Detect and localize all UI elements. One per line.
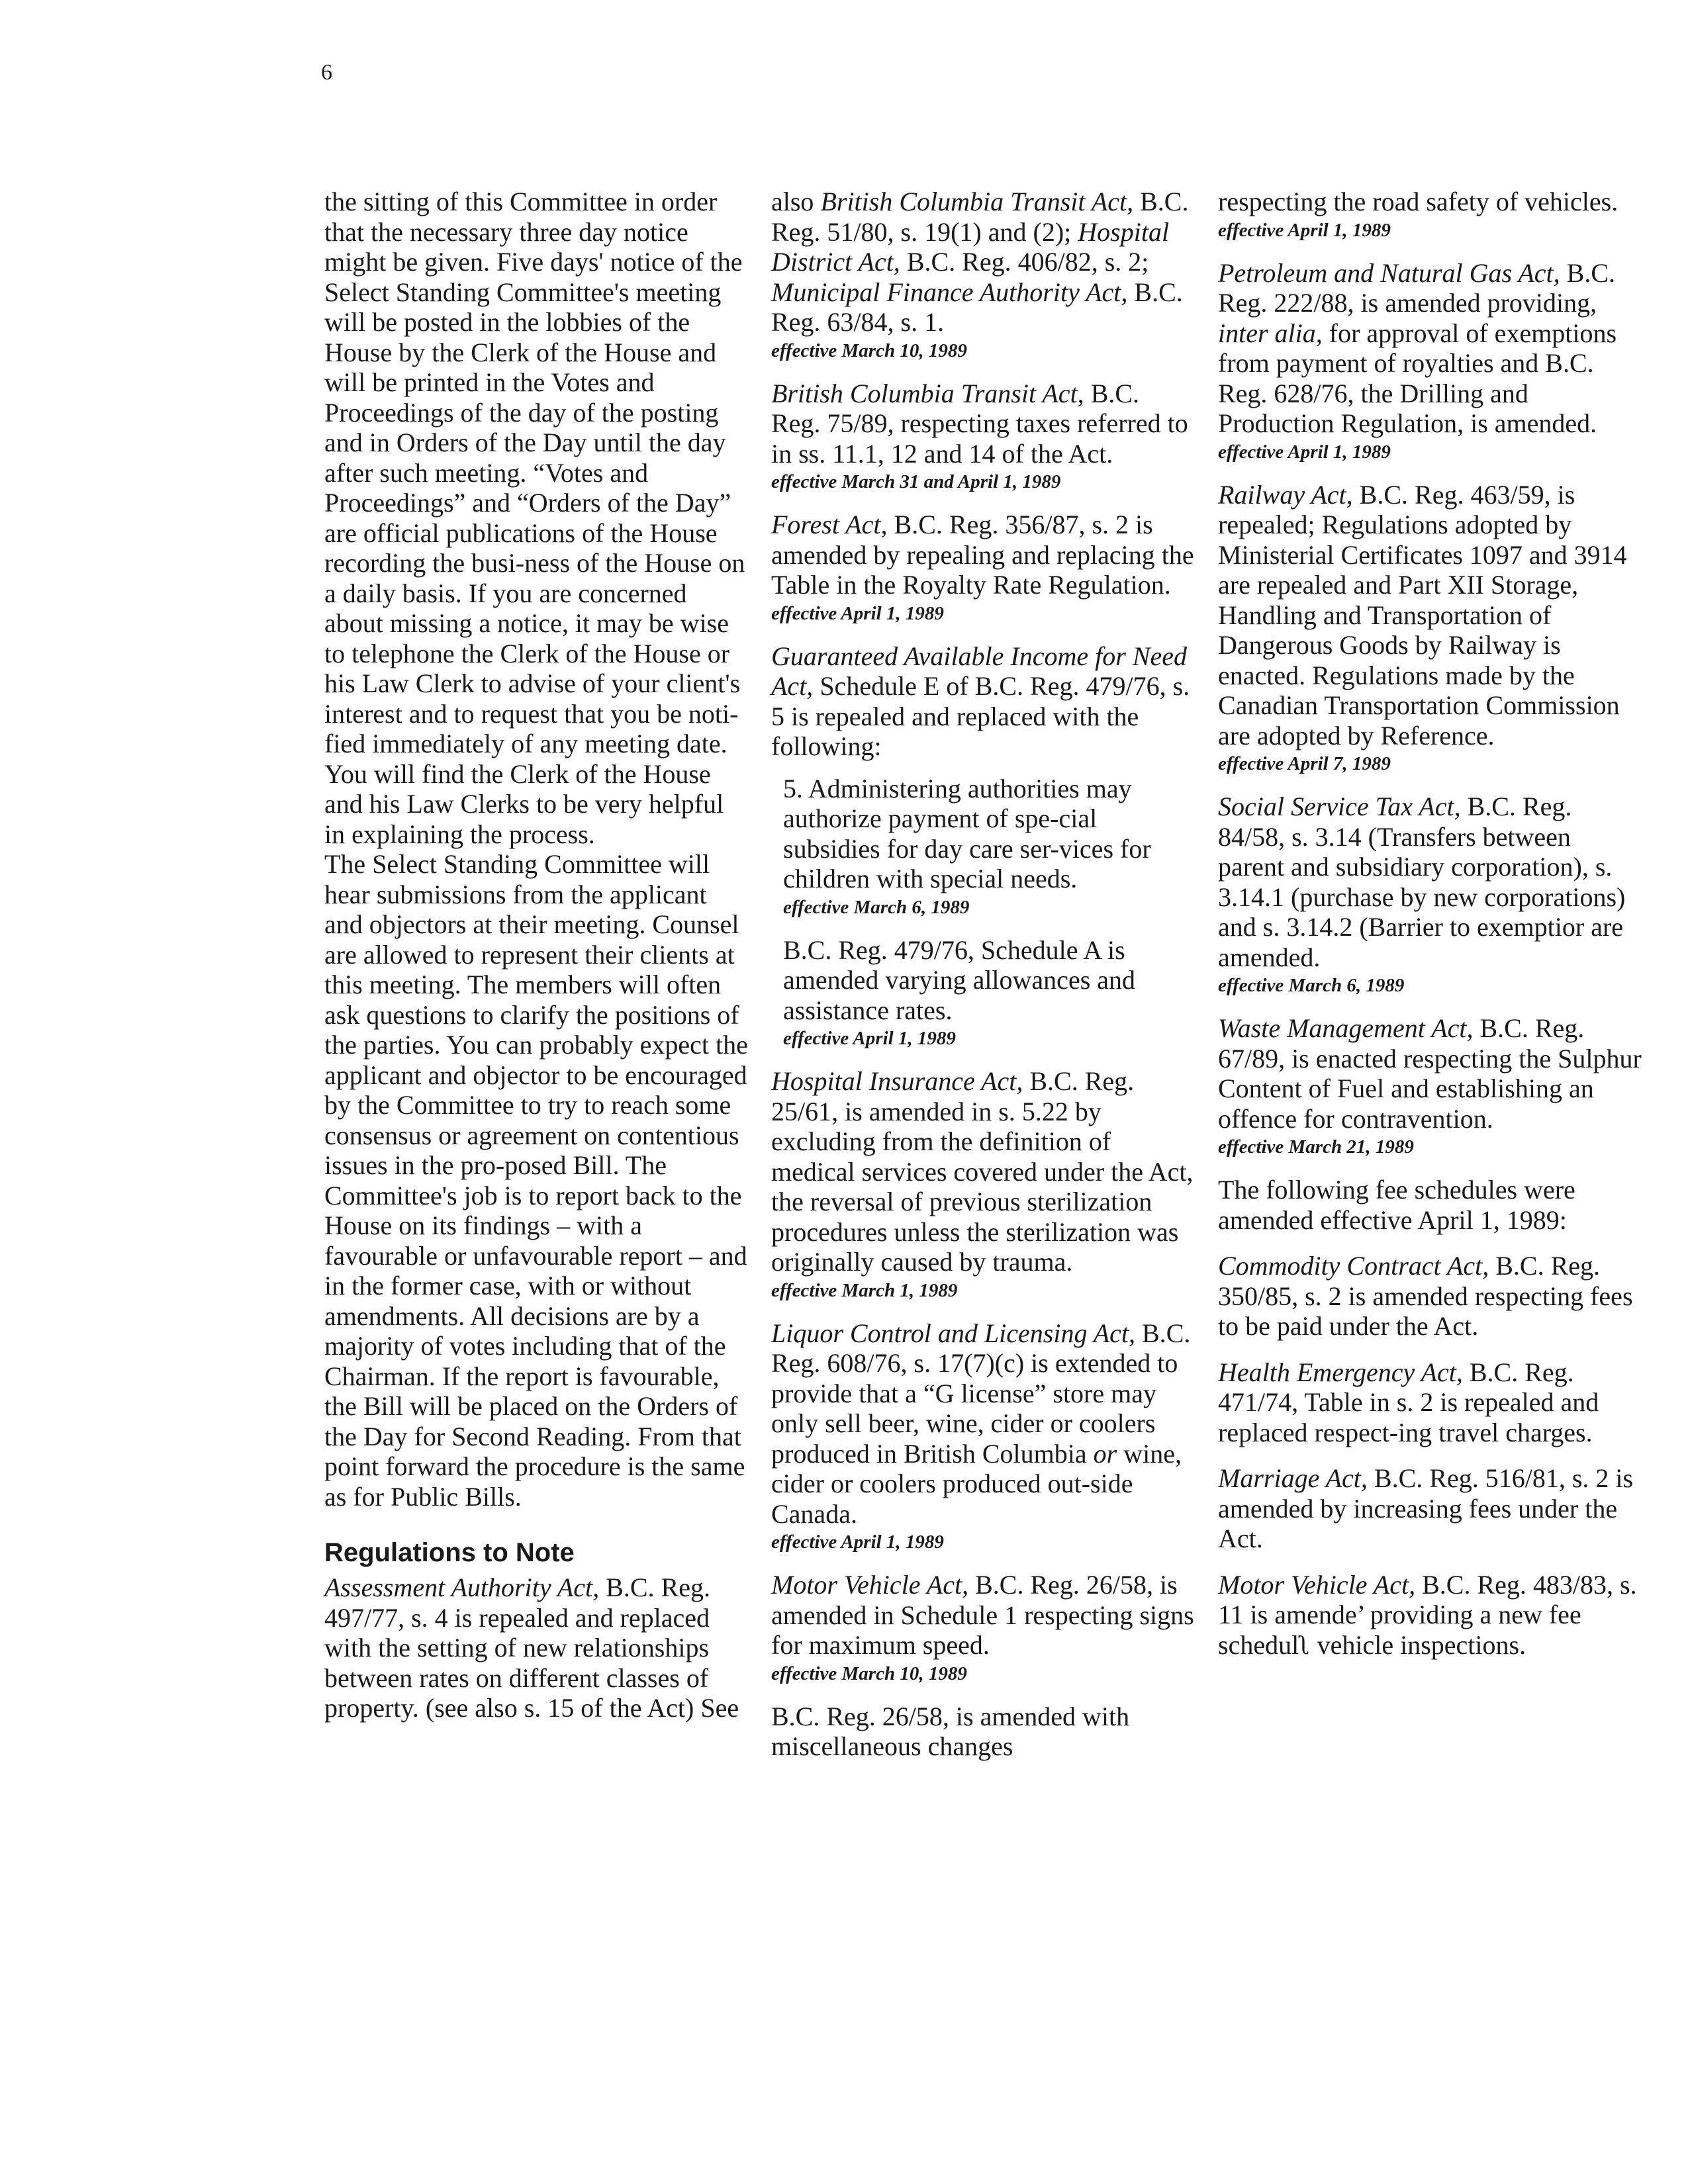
committee-paragraph: The Select Standing Committee will hear submissions from the applicant and objectors at their meeting. Counsel are allowed to represent their clients at this meeting. The members will often ask questions to clarify the positions of the parties. You can probably expect the applicant and objector to be encouraged by the Committee to try to reach some consensus or agreement on contentious issues in the pro-posed Bill. The Committee's job is to report back to the House on its findings – with a favourable or unfavourable report – and in the former case, with or without amendments. All decisions are by a majority of votes including that of the Chairman. If the report is favourable, the Bill will be placed on the Orders of the Day for Second Reading. From that point forward the procedure is the same as for Public Bills. [324,849,748,1512]
effective-date: effective April 1, 1989 [771,1531,944,1553]
regulation-text: B.C. Reg. 356/87, s. 2 is amended by repealing and replacing the Table in the Royalty Rate Regulation. [771,510,1194,600]
fee-schedule-intro [1218,1175,1642,1235]
regulation-entry [771,1066,1195,1302]
effective-date: effective April 1, 1989 [771,602,944,624]
regulation-text: B.C. Reg. 471/74, Table in s. 2 is repealed and replaced respect-ing travel charges. [1218,1357,1599,1447]
quoted-text: 5. Administering authorities may authorize payment of spe-cial subsidies for day care ser-vices for children with special needs. [783,773,1151,893]
effective-date: effective April 1, 1989 [1218,219,1391,241]
act-name: British Columbia Transit Act, [820,187,1134,216]
regulation-entry [771,187,1195,363]
act-name: Liquor Control and Licensing Act, [771,1318,1136,1348]
regulation-entry [771,1570,1195,1686]
regulation-text: B.C. Reg. 350/85, s. 2 is amended respecting fees to be paid under the Act. [1218,1251,1633,1341]
regulation-text: B.C. Reg. 67/89, is enacted respecting the Sulphur Content of Fuel and establishing an offence for contravention. [1218,1013,1642,1134]
regulation-entry [1218,1251,1642,1342]
regulation-text: B.C. Reg. 51/80, s. 19(1) and (2); [771,187,1189,247]
effective-date: effective March 21, 1989 [1218,1136,1414,1158]
regulation-text: B.C. Reg. 222/88, is amended providing, [1218,257,1615,318]
regulation-text: Schedule E of B.C. Reg. 479/76, s. 5 is repealed and replaced with the following: [771,671,1190,761]
regulation-text: respecting the road safety of vehicles. [1218,187,1618,216]
intro-paragraph: the sitting of this Committee in order that the necessary three day notice might be given. Five days' notice of the Select Standing Committee's meeting will be posted in the lobbies of the House by the Clerk of the House and will be printed in the Votes and Proceedings of the day of the posting and in Orders of the Day until the day after such meeting. “Votes and Proceedings” and “Orders of the Day” are official publications of the House recording the busi-ness of the House on a daily basis. If you are concerned about missing a notice, it may be wise to telephone the Clerk of the House or his Law Clerk to advise of your client's interest and to request that you be noti-fied immediately of any meeting date. You will find the Clerk of the House and his Law Clerks to be very helpful in explaining the process. [324,187,745,849]
regulation-text: B.C. Reg. 497/77, s. 4 is repealed and replaced with the setting of new relationships between rates on different classes of property. (see also s. 15 of the Act) See [324,1572,739,1723]
regulation-entry [1218,1357,1642,1448]
act-name: Marriage Act, [1218,1463,1368,1493]
effective-date: effective April 1, 1989 [1218,441,1391,463]
regulation-text: for approval of exemptions from payment of royalties and B.C. Reg. 628/76, the Drilling and Production Regulation, is amended. [1218,318,1617,438]
regulation-text: B.C. Reg. 26/58, is amended with miscellaneous changes [771,1701,1130,1761]
column-3 [1218,187,1642,1676]
act-name: Commodity Contract Act, [1218,1251,1489,1281]
act-name: British Columbia Transit Act, [771,378,1084,408]
regulation-entry [771,379,1195,494]
regulation-entry [1218,1570,1642,1661]
regulation-text: also [771,187,821,216]
page-number: 6 [321,60,332,85]
act-name: Motor Vehicle Act, [1218,1569,1416,1600]
quoted-regulation [771,774,1195,919]
act-name: Forest Act, [771,510,888,539]
regulation-text: B.C. Reg. 84/58, s. 3.14 (Transfers between parent and subsidiary corporation), s. 3.14.1 (purchase by new corporations) and s. 3.14.2 (Barrier to exemptior are amended. [1218,792,1626,972]
regulation-entry [1218,1463,1642,1554]
regulation-entry [1218,792,1642,997]
act-name: Municipal Finance Authority Act, [771,277,1128,307]
regulation-text: The following fee schedules were amended effective April 1, 1989: [1218,1175,1575,1235]
section-heading: Regulations to Note [324,1538,575,1567]
act-name: Motor Vehicle Act, [771,1570,969,1600]
regulation-entry [324,1572,748,1723]
regulation-text: B.C. Reg. 26/58, is amended in Schedule 1 respecting signs for maximum speed. [771,1570,1194,1660]
regulation-text: B.C. Reg. 406/82, s. 2; [900,247,1149,277]
regulation-text: wine, cider or coolers produced out-side Canada. [771,1438,1182,1529]
regulation-entry [771,641,1195,762]
effective-date: effective March 31 and April 1, 1989 [771,471,1061,492]
effective-date: effective April 7, 1989 [1218,753,1391,774]
regulation-entry [771,935,1195,1051]
regulation-text: B.C. Reg. 483/83, s. 11 is amende’ providing a new fee schedulʅ vehicle inspections. [1218,1569,1637,1660]
effective-date: effective April 1, 1989 [783,1028,956,1049]
regulation-text: B.C. Reg. 63/84, s. 1. [771,277,1183,337]
regulation-entry [1218,258,1642,464]
act-name: Waste Management Act, [1218,1013,1474,1043]
regulation-text: B.C. Reg. 463/59, is repealed; Regulations adopted by Ministerial Certificates 1097 and 3914 are repealed and Part XII Storage, Handling and Transportation of Dangerous Goods by Railway is enacted. Regulations made by the Canadian Transportation Commission are adopted by Reference. [1218,479,1627,751]
regulation-entry [771,510,1195,625]
regulation-text: B.C. Reg. 516/81, s. 2 is amended by increasing fees under the Act. [1218,1463,1634,1553]
regulation-entry [1218,480,1642,776]
act-name: Health Emergency Act, [1218,1357,1463,1387]
regulation-text: B.C. Reg. 25/61, is amended in s. 5.22 by excluding from the definition of medical services covered under the Act, the reversal of previous sterilization procedures unless the sterilization was originally caused by trauma. [771,1066,1194,1277]
act-name: Guaranteed Available Income for Need Act, [771,641,1188,701]
act-name: Railway Act, [1218,479,1353,510]
column-2 [771,187,1195,1778]
act-name: Hospital District Act, [771,216,1170,277]
effective-date: effective March 10, 1989 [771,1662,967,1684]
emphasis-inter-alia: inter alia, [1218,318,1323,348]
regulation-text: B.C. Reg. 479/76, Schedule A is amended varying allowances and assistance rates. [783,934,1136,1025]
regulation-entry [771,1318,1195,1555]
effective-date: effective March 6, 1989 [783,896,970,918]
act-name: Social Service Tax Act, [1218,792,1461,821]
regulation-entry [1218,1013,1642,1159]
regulation-text: B.C. Reg. 75/89, respecting taxes referred to in ss. 11.1, 12 and 14 of the Act. [771,378,1188,469]
column-1 [324,187,748,1723]
act-name: Assessment Authority Act, [324,1572,600,1602]
effective-date: effective March 6, 1989 [1218,975,1405,996]
act-name: Hospital Insurance Act, [771,1066,1023,1096]
emphasis-or: or [1093,1438,1117,1469]
regulation-entry [771,1702,1195,1762]
effective-date: effective March 1, 1989 [771,1279,958,1301]
regulation-text: B.C. Reg. 608/76, s. 17(7)(c) is extended to provide that a “G license” store may only sell beer, wine, cider or coolers produced in British Columbia [771,1318,1191,1469]
regulation-entry [1218,187,1642,242]
effective-date: effective March 10, 1989 [771,340,967,361]
act-name: Petroleum and Natural Gas Act, [1218,257,1560,288]
